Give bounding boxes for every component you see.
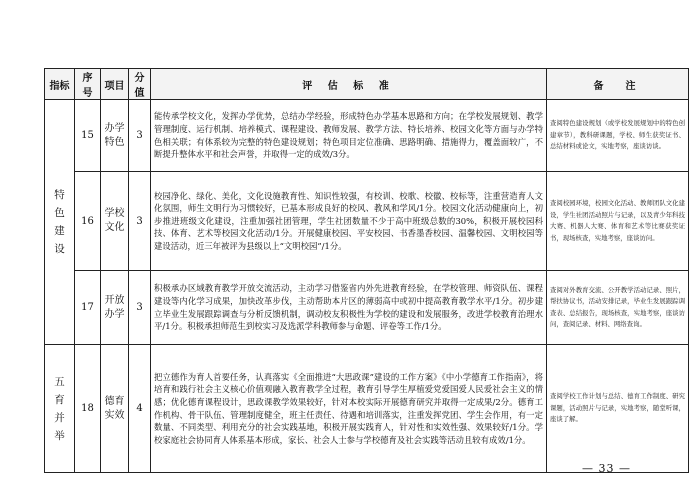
- header-remark: 备 注: [547, 69, 689, 100]
- row-item: 德育 实效: [101, 345, 129, 473]
- row-number: 18: [75, 345, 101, 473]
- row-standard: 把立德作为育人首要任务，认真落实《全面推进“大思政课”建设的工作方案》《中小学德育工作指南》，将培育和践行社会主义核心价值观融入教育教学全过程，教育引导学生厚植爱党爱国爱人民爱社会主义的情感；优化德育课程设计，思政课教学效果较好，针对本校实际开展德育研究并取得一定成果/2分。德育工作机构、骨干队伍、管理制度健全，班主任责任、待遇和培训落实，注重发挥党团、学生会作用，有一定数量、不同类型、利用充分的社会实践基地，积极开展实践育人，针对性和实效性强、效果较好/1分。学校家庭社会协同育人体系基本形成，家长、社会人士参与学校德育及社会实践等活动且较有成效/1分。: [151, 345, 547, 473]
- row-score: 3: [129, 172, 151, 271]
- row-standard: 积极承办区域教育教学开放交流活动，主动学习借鉴省内外先进教育经验，在学校管理、师资队伍、课程建设等内化学习成果，加快改革步伐，主动帮助本片区的薄弱高中或初中提高教育教学水平/1分。初步建立毕业生发展跟踪调查与分析反馈机制，调动校友积极性为学校的建设和发展服务，改进学校教育治理水平/1分。积极承担师范生到校实习及选派学科教师参与命题、评卷等工作/1分。: [151, 271, 547, 345]
- page-number: — 33 —: [582, 462, 631, 475]
- row-number: 15: [75, 100, 101, 172]
- header-standard: 评 估 标 准: [151, 69, 547, 100]
- group-label: 五 育 并 举: [45, 345, 75, 473]
- row-remark: 查阅特色建设规划（或学校发展规划中的特色创建章节），教科研课题，学校、师生获奖证书、总结材料或论文，实地考察，座谈访谈。: [547, 100, 689, 172]
- row-number: 17: [75, 271, 101, 345]
- header-indicator: 指标: [45, 69, 75, 100]
- header-item: 项目: [101, 69, 129, 100]
- table-row: [45, 172, 689, 271]
- row-number: 16: [75, 172, 101, 271]
- row-remark: 查阅校园环境，校园文化活动、教师团队文化建设，学生社团活动照片与记录，以及青少年科技大赛、机器人大赛、体育和艺术等比赛获奖证书，现场核查，实地考察，座谈访问。: [547, 172, 689, 271]
- row-score: 3: [129, 100, 151, 172]
- group-label: 特 色 建 设: [45, 100, 75, 345]
- table-row: [45, 345, 689, 473]
- row-item: 学校 文化: [101, 172, 129, 271]
- row-remark: 查阅学校工作计划与总结、德育工作制度、研究课题，活动照片与记录，实地考察，随堂听课，座谈了解。: [547, 345, 689, 473]
- row-standard: 能传承学校文化，发挥办学优势，总结办学经验，形成特色办学基本思路和方向；在学校发展规划、教学管理制度、运行机制、培养模式、课程建设、教师发展、教学方法、特长培养、校园文化等方面与办学特色相关联；有体系较为完整的特色建设规划；特色项目定位准确、思路明确、措施得力，覆盖面较广，不断提升整体水平和社会声誉，并取得一定的成效/3分。: [151, 100, 547, 172]
- row-score: 4: [129, 345, 151, 473]
- header-no: 序号: [75, 69, 101, 100]
- table-header-row: [45, 69, 689, 100]
- table-row: [45, 100, 689, 172]
- table-row: [45, 271, 689, 345]
- header-score: 分值: [129, 69, 151, 100]
- row-remark: 查阅对外教育交流、公开教学活动记录、照片，帮扶协议书，活动安排记录，毕业生发展跟踪调查表、总结报告，现场核查，实地考察，座谈访问，查阅记录、材料、网络查询。: [547, 271, 689, 345]
- row-standard: 校园净化、绿化、美化，文化设施教育性、知识性较强，有校训、校歌、校徽、校标等，注重营造育人文化氛围，师生文明行为习惯较好，已基本形成良好的校风、教风和学风/1分。校园文化活动健康向上，初步推进班级文化建设，注重加强社团管理，学生社团数量不少于高中班级总数的30%，积极开展校园科技、体育、艺术等校园文化活动/1分。开展健康校园、平安校园、书香墨香校园、温馨校园、文明校园等建设活动，近三年被评为县级以上“文明校园”/1分。: [151, 172, 547, 271]
- row-item: 开放 办学: [101, 271, 129, 345]
- row-score: 3: [129, 271, 151, 345]
- evaluation-table: [44, 68, 689, 473]
- row-item: 办学 特色: [101, 100, 129, 172]
